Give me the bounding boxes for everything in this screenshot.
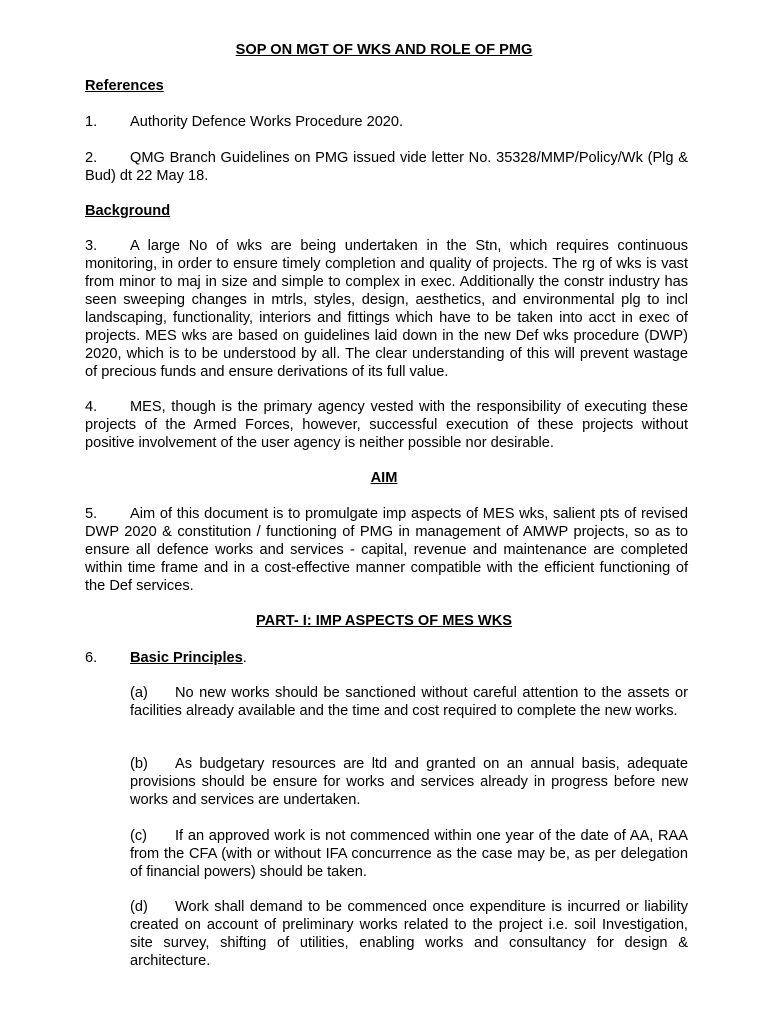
paragraph-6-number: 6. bbox=[85, 650, 98, 666]
reference-2 bbox=[85, 149, 688, 185]
paragraph-6c-text: If an approved work is not commenced within one year of the date of AA, RAA from the CFA (with or without IFA concurrence as the case may be, as per delegation of financial powers) should be taken. bbox=[130, 828, 688, 880]
reference-1 bbox=[85, 113, 688, 131]
paragraph-6d bbox=[130, 898, 688, 970]
background-heading: Background bbox=[85, 203, 171, 219]
paragraph-6a-text: No new works should be sanctioned without careful attention to the assets or facilities already available and the time and cost required to complete the new works. bbox=[130, 685, 688, 719]
paragraph-6d-text: Work shall demand to be commenced once expenditure is incurred or liability created on account of preliminary works related to the project i.e. soil Investigation, site survey, shifting of utilities, enabling works and consultancy for design & architecture. bbox=[130, 899, 688, 969]
paragraph-3-text: A large No of wks are being undertaken in the Stn, which requires continuous monitoring, in order to ensure timely completion and quality of projects. The rg of wks is vast from minor to maj in size and simple to complex in exec. Additionally the constr industry has seen sweeping changes in mtrls, styles, design, aesthetics, and environmental plg to incl landscaping, functionality, interiors and fittings which have to be taken into acct in exec of projects. MES wks are based on guidelines laid down in the new Def wks procedure (DWP) 2020, which is to be understood by all. The clear understanding of this will prevent wastage of precious funds and ensure derivations of its full value. bbox=[85, 238, 688, 380]
paragraph-5-text: Aim of this document is to promulgate imp aspects of MES wks, salient pts of revised DWP 2020 & constitution / functioning of PMG in management of AMWP projects, so as to ensure all defence works and services - capital, revenue and maintenance are completed within time frame and in a cost-effective manner compatible with the efficient functioning of the Def services. bbox=[85, 506, 688, 594]
paragraph-6a-number: (a) bbox=[130, 685, 148, 701]
reference-2-number: 2. bbox=[85, 150, 98, 166]
paragraph-4 bbox=[85, 398, 688, 452]
aim-heading: AIM bbox=[370, 470, 398, 486]
paragraph-6 bbox=[85, 649, 247, 667]
part-1-heading: PART- I: IMP ASPECTS OF MES WKS bbox=[256, 613, 512, 629]
basic-principles-suffix: . bbox=[242, 650, 247, 666]
paragraph-3-number: 3. bbox=[85, 238, 98, 254]
paragraph-6b-number: (b) bbox=[130, 756, 148, 772]
paragraph-6a bbox=[130, 684, 688, 720]
paragraph-6d-number: (d) bbox=[130, 899, 148, 915]
reference-1-number: 1. bbox=[85, 114, 98, 130]
paragraph-6c bbox=[130, 827, 688, 881]
references-heading: References bbox=[85, 78, 164, 94]
paragraph-6c-number: (c) bbox=[130, 828, 148, 844]
paragraph-5-number: 5. bbox=[85, 506, 98, 522]
document-title: SOP ON MGT OF WKS AND ROLE OF PMG bbox=[235, 42, 533, 58]
paragraph-6b bbox=[130, 755, 688, 809]
basic-principles-label: Basic Principles bbox=[130, 650, 243, 666]
reference-1-text: Authority Defence Works Procedure 2020. bbox=[130, 114, 404, 130]
paragraph-5 bbox=[85, 505, 688, 595]
paragraph-6b-text: As budgetary resources are ltd and granted on an annual basis, adequate provisions should be ensure for works and services already in progress before new works and services are undertaken. bbox=[130, 756, 688, 808]
paragraph-4-number: 4. bbox=[85, 399, 98, 415]
reference-2-text: QMG Branch Guidelines on PMG issued vide letter No. 35328/MMP/Policy/Wk (Plg & Bud) dt 22 May 18. bbox=[85, 150, 688, 184]
paragraph-4-text: MES, though is the primary agency vested with the responsibility of executing these projects of the Armed Forces, however, successful execution of these projects without positive involvement of the user agency is neither possible nor desirable. bbox=[85, 399, 688, 451]
paragraph-3 bbox=[85, 237, 688, 381]
